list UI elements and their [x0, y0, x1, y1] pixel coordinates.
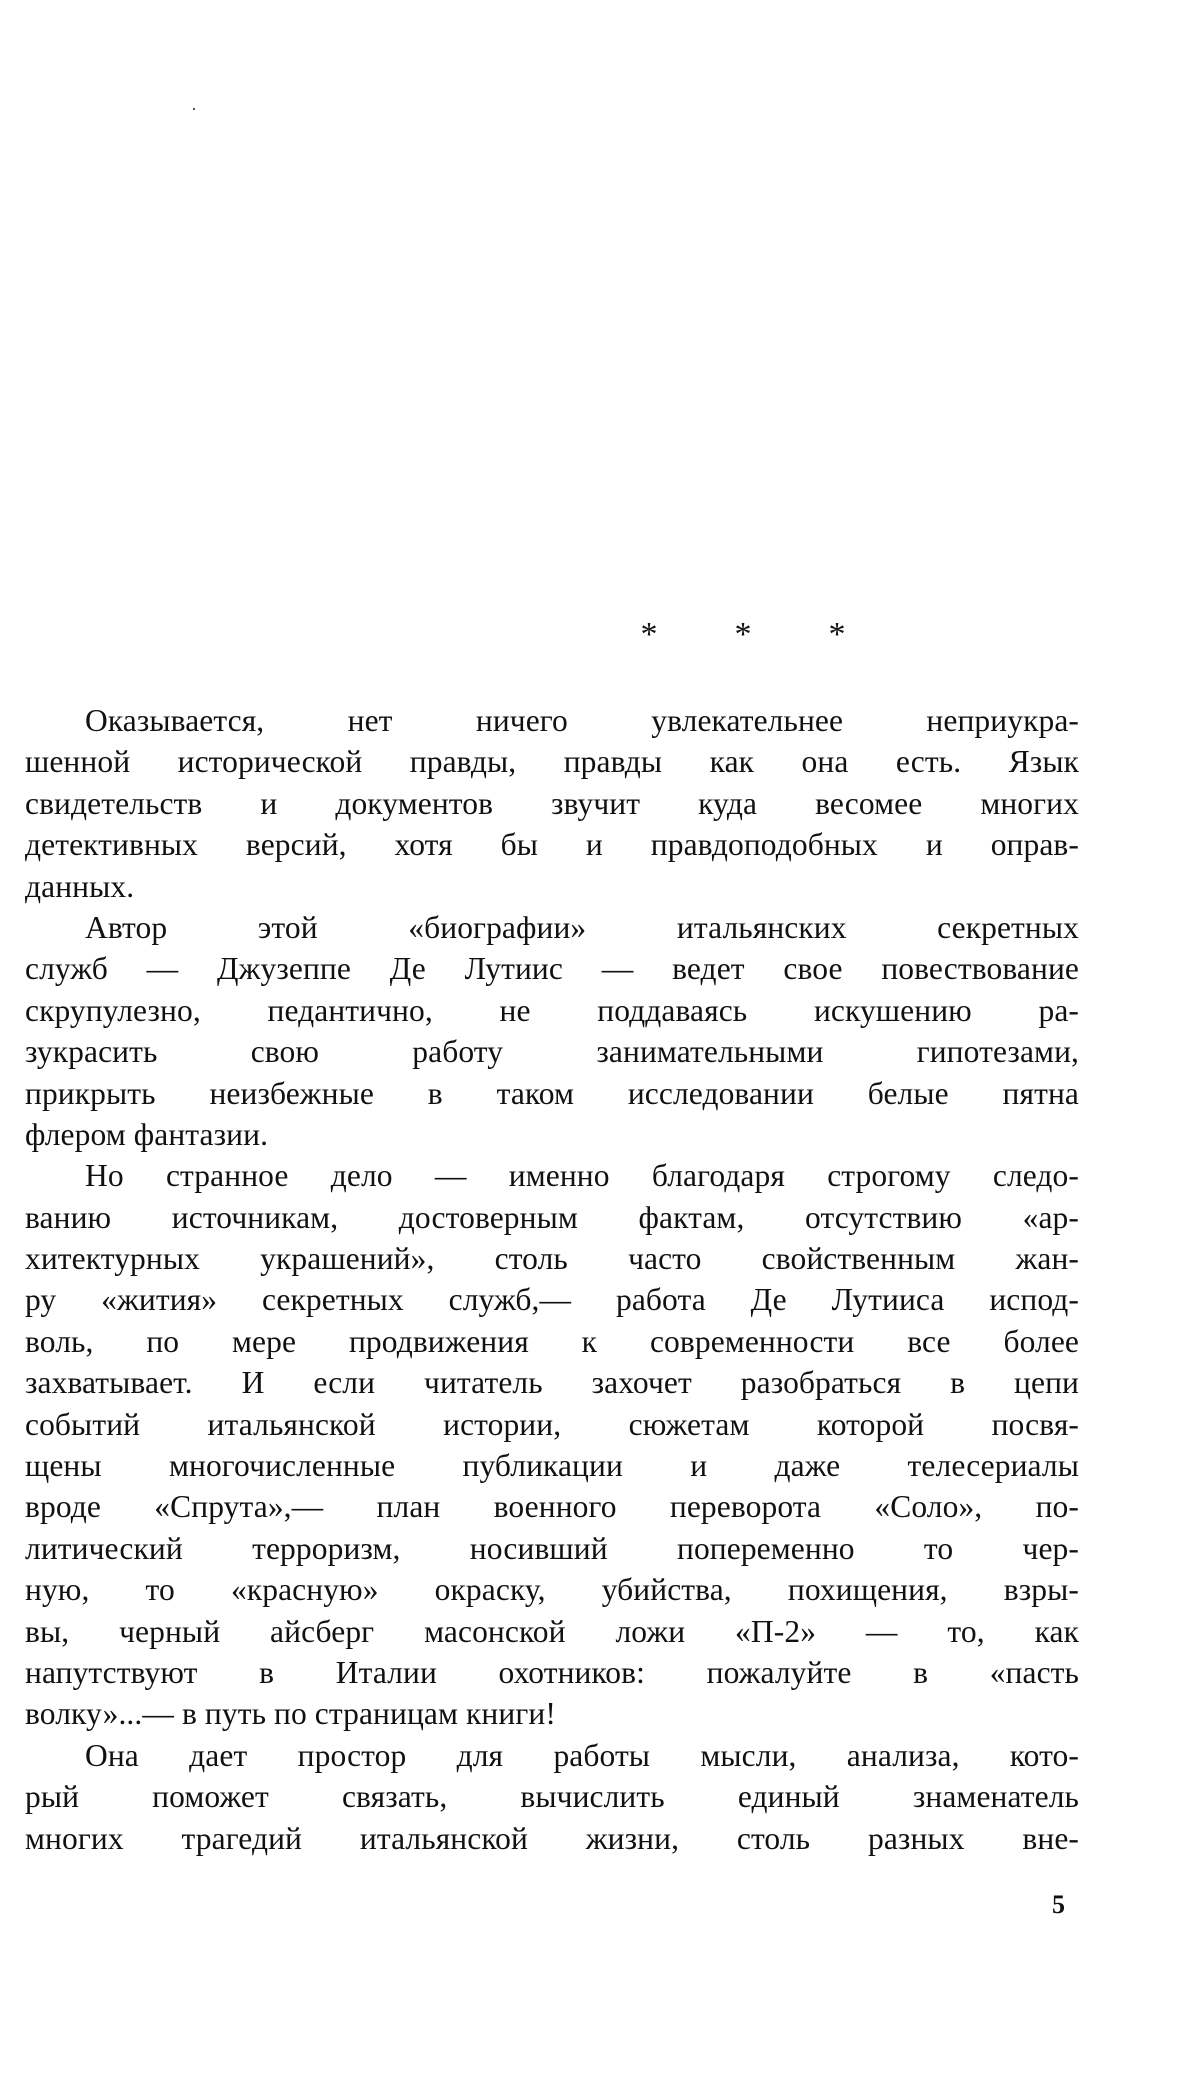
text-line: свидетельств и документов звучит куда весомее многих [25, 785, 1079, 821]
text-line: Она дает простор для работы мысли, анализа, кото- [85, 1737, 1079, 1773]
text-line: данных. [25, 868, 135, 904]
text-line: детективных версий, хотя бы и правдоподобных и оправ- [25, 827, 1079, 863]
scan-speck [193, 108, 195, 110]
paragraph [25, 1735, 1079, 1859]
text-line: ванию источникам, достоверным фактам, отсутствию «ар- [25, 1199, 1079, 1235]
text-line: ру «жития» секретных служб,— работа Де Лутииса испод- [25, 1282, 1079, 1318]
body-text [25, 700, 1079, 1859]
text-line: флером фантазии. [25, 1116, 269, 1152]
text-line: Автор этой «биографии» итальянских секретных [85, 909, 1079, 945]
text-line: служб — Джузеппе Де Лутиис — ведет свое повествование [25, 951, 1079, 987]
text-line: хитектурных украшений», столь часто свойственным жан- [25, 1241, 1079, 1277]
paragraph [25, 1155, 1079, 1734]
paragraph [25, 907, 1079, 1155]
text-line: щены многочисленные публикации и даже телесериалы [25, 1448, 1079, 1484]
text-line: рый поможет связать, вычислить единый знаменатель [25, 1779, 1079, 1815]
text-line: напутствуют в Италии охотников: пожалуйте в «пасть [25, 1654, 1079, 1690]
text-line: зукрасить свою работу занимательными гипотезами, [25, 1034, 1079, 1070]
page-number: 5 [1052, 1890, 1065, 1919]
text-line: воль, по мере продвижения к современности все более [25, 1323, 1079, 1359]
section-separator [0, 615, 1200, 655]
text-line: скрупулезно, педантично, не поддаваясь искушению ра- [25, 992, 1079, 1028]
text-line: вы, черный айсберг масонской ложи «П-2» — то, как [25, 1613, 1079, 1649]
text-line: шенной исторической правды, правды как она есть. Язык [25, 744, 1079, 780]
text-line: Оказывается, нет ничего увлекательнее неприукра- [85, 703, 1079, 738]
text-line: Но странное дело — именно благодаря строгому следо- [85, 1158, 1079, 1194]
text-line: вроде «Спрута»,— план военного переворота «Соло», по- [25, 1489, 1079, 1525]
separator-text [564, 615, 846, 655]
text-line: событий итальянской истории, сюжетам которой посвя- [25, 1406, 1079, 1442]
text-line: волку»...— в путь по страницам книги! [25, 1696, 556, 1732]
text-line: многих трагедий итальянской жизни, столь разных вне- [25, 1820, 1079, 1856]
text-line: прикрыть неизбежные в таком исследовании белые пятна [25, 1075, 1079, 1111]
text-line: захватывает. И если читатель захочет разобраться в цепи [25, 1365, 1079, 1401]
text-line: ную, то «красную» окраску, убийства, похищения, взры- [25, 1572, 1079, 1608]
text-line: литический терроризм, носивший попеременно то чер- [25, 1530, 1079, 1566]
separator-star: * [828, 616, 846, 653]
paragraph [25, 700, 1079, 907]
separator-star: * [734, 616, 752, 653]
separator-star: * [640, 616, 658, 653]
